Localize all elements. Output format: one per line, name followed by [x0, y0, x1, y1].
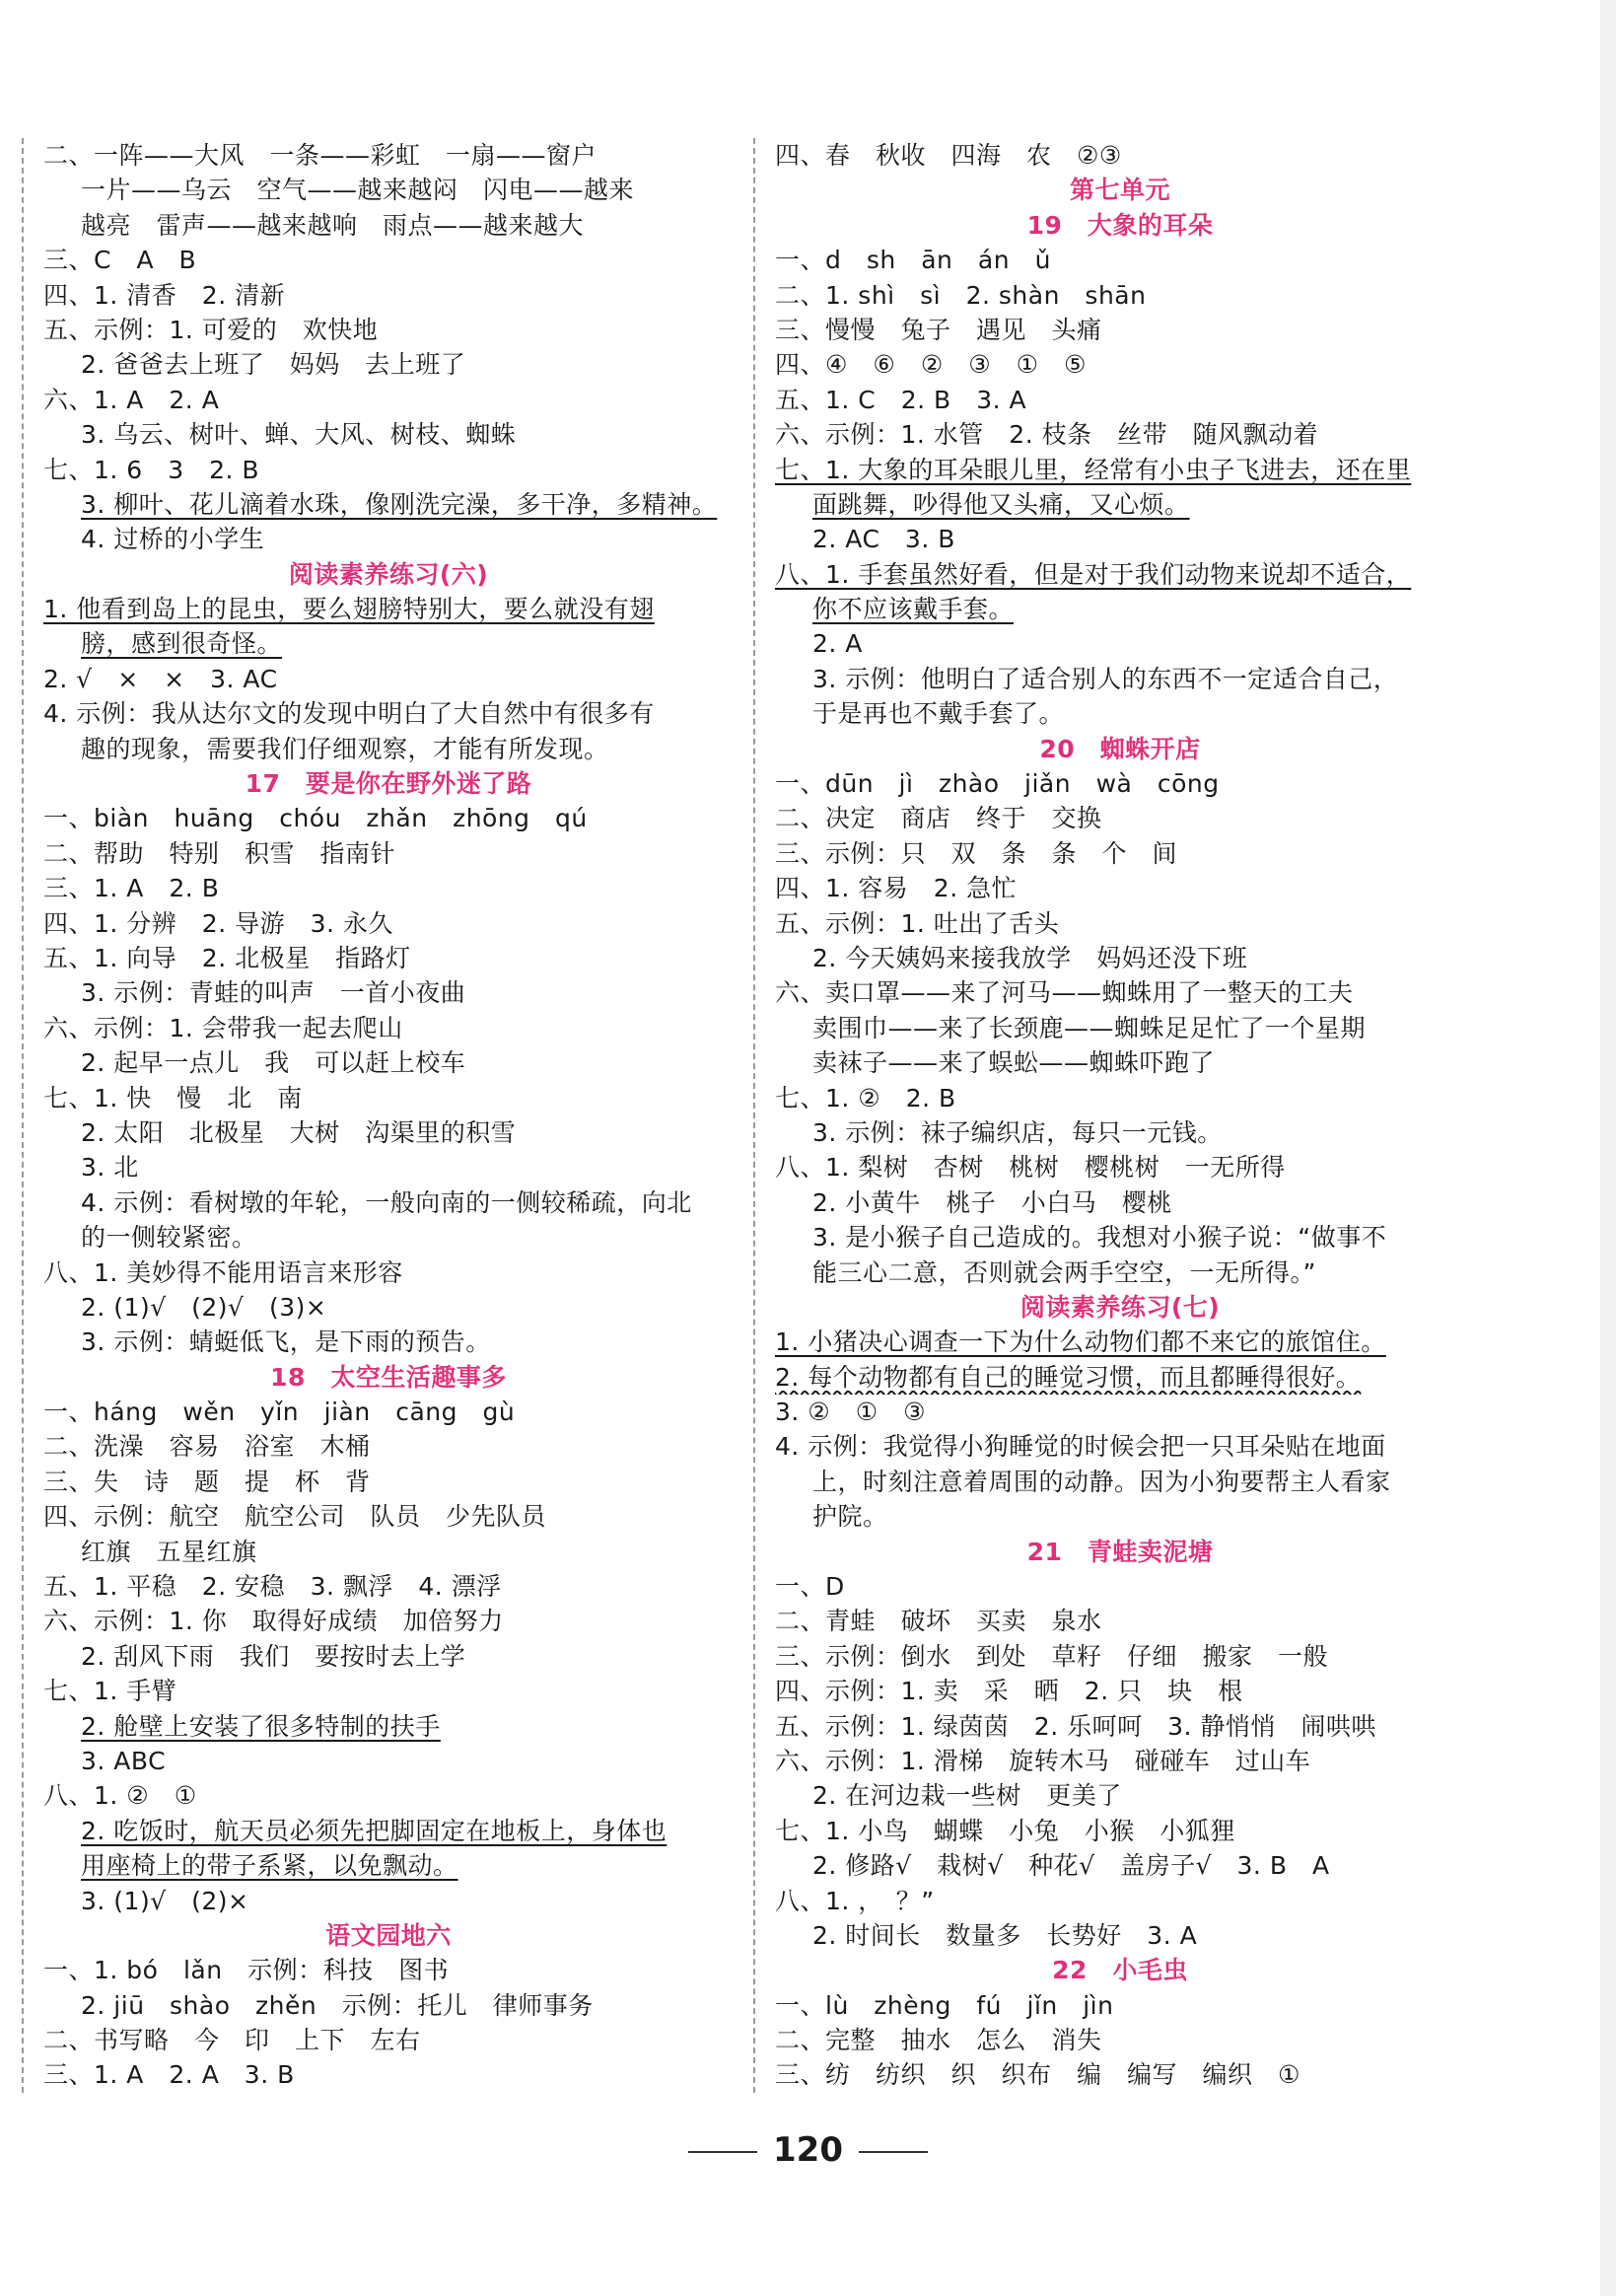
answer-line — [775, 347, 1465, 382]
answer-text: 3. 示例：青蛙的叫声 一首小夜曲 — [81, 978, 466, 1008]
answer-text: 三、示例：只 双 条 条 个 间 — [775, 838, 1178, 868]
answer-line — [43, 243, 734, 277]
answer-text: 四、1. 清香 2. 清新 — [43, 280, 286, 310]
answer-text: 2. √ × × 3. AC — [43, 664, 278, 693]
answer-text: 2. jiū shào zhěn 示例：托儿 律师事务 — [81, 1990, 594, 2020]
answer-text: 六、1. A 2. A — [43, 385, 220, 414]
answer-line — [775, 278, 1465, 313]
answer-text: 五、1. 平稳 2. 安稳 3. 飘浮 4. 漂浮 — [43, 1572, 502, 1602]
answer-text: 卖袜子——来了蜈蚣——蜘蛛吓跑了 — [812, 1048, 1216, 1078]
answer-line — [43, 1185, 734, 1220]
answer-text: 上，时刻注意着周围的动静。因为小狗要帮主人看家 — [812, 1467, 1391, 1496]
answer-text: 七、1. 手臂 — [43, 1677, 177, 1706]
answer-text: 2. 太阳 北极星 大树 沟渠里的积雪 — [81, 1117, 517, 1147]
answer-line — [775, 1674, 1465, 1708]
answer-line — [43, 278, 734, 313]
answer-line — [43, 2023, 734, 2057]
answer-text: 一、1. bó lǎn 示例：科技 图书 — [43, 1956, 450, 1985]
answer-line — [43, 1709, 734, 1744]
answer-text: 七、1. ② 2. B — [775, 1083, 956, 1112]
answer-text: 2. 时间长 数量多 长势好 3. A — [812, 1920, 1198, 1950]
answer-line — [775, 1220, 1465, 1255]
answer-text: 六、示例：1. 会带我一起去爬山 — [43, 1013, 403, 1042]
answer-line — [775, 1360, 1465, 1395]
answer-line — [43, 1499, 734, 1534]
answer-text: 的一侧较紧密。 — [81, 1223, 257, 1253]
answer-line — [43, 1604, 734, 1638]
answer-text: 3. 是小猴子自己造成的。我想对小猴子说：“做事不 — [812, 1223, 1387, 1253]
answer-line — [775, 2057, 1465, 2092]
answer-text: 3. 示例：袜子编织店，每只一元钱。 — [812, 1117, 1223, 1147]
answer-line — [43, 836, 734, 871]
answer-line — [775, 1011, 1465, 1045]
answer-line — [43, 592, 734, 626]
answer-text: 2. (1)√ (2)√ (3)× — [81, 1292, 327, 1322]
answer-line — [43, 1953, 734, 1987]
answer-line — [775, 557, 1465, 592]
answer-text: 于是再也不戴手套了。 — [812, 699, 1065, 729]
answer-text: 2. 爸爸去上班了 妈妈 去上班了 — [81, 350, 466, 380]
answer-text: 四、春 秋收 四海 农 ②③ — [775, 141, 1122, 170]
answer-text: 语文园地六 — [325, 1920, 452, 1950]
answer-line — [775, 1884, 1465, 1918]
answer-line — [775, 1918, 1465, 1953]
answer-line — [43, 208, 734, 243]
answer-text: 四、示例：航空 航空公司 队员 少先队员 — [43, 1502, 547, 1532]
answer-line — [43, 1814, 734, 1848]
answer-line — [43, 1429, 734, 1464]
answer-text: 3. 示例：他明白了适合别人的东西不一定适合自己， — [812, 664, 1399, 693]
section-heading — [775, 208, 1465, 243]
answer-line — [43, 1220, 734, 1255]
answer-line — [775, 138, 1465, 173]
answer-text: 一、lù zhèng fú jǐn jìn — [775, 1990, 1114, 2020]
answer-line — [775, 626, 1465, 661]
answer-line — [775, 662, 1465, 696]
answer-text: 一、dūn jì zhào jiǎn wà cōng — [775, 769, 1220, 799]
answer-text: 二、完整 抽水 怎么 消失 — [775, 2026, 1102, 2055]
answer-line — [43, 1256, 734, 1290]
answer-line — [775, 1744, 1465, 1778]
answer-line — [43, 975, 734, 1010]
answer-line — [43, 1115, 734, 1150]
answer-text: 二、1. shì sì 2. shàn shān — [775, 280, 1147, 310]
answer-text: 五、示例：1. 吐出了舌头 — [775, 908, 1060, 938]
answer-text: 22 小毛虫 — [1052, 1956, 1188, 1985]
answer-line — [43, 662, 734, 696]
answer-line — [775, 1988, 1465, 2023]
answer-line — [775, 522, 1465, 556]
answer-text: 2. 舱壁上安装了很多特制的扶手 — [81, 1711, 441, 1741]
answer-text: 二、洗澡 容易 浴室 木桶 — [43, 1432, 371, 1462]
answer-text: 六、卖口罩——来了河马——蜘蛛用了一整天的工夫 — [775, 978, 1354, 1008]
answer-text: 2. 小黄牛 桃子 小白马 樱桃 — [812, 1187, 1172, 1217]
answer-line — [775, 1256, 1465, 1290]
answer-line — [43, 941, 734, 975]
answer-text: 二、决定 商店 终于 交换 — [775, 804, 1102, 833]
answer-text: 七、1. 快 慢 北 南 — [43, 1083, 303, 1112]
section-heading — [775, 173, 1465, 207]
answer-text: 3. ② ① ③ — [775, 1398, 927, 1427]
answer-line — [775, 696, 1465, 731]
answer-text: 4. 示例：我从达尔文的发现中明白了大自然中有很多有 — [43, 699, 655, 729]
answer-line — [775, 1778, 1465, 1813]
answer-line — [43, 1045, 734, 1080]
answer-text: 2. 在河边栽一些树 更美了 — [812, 1781, 1122, 1811]
answer-line — [775, 1045, 1465, 1080]
answer-line — [43, 1848, 734, 1883]
answer-text: 趣的现象，需要我们仔细观察，才能有所发现。 — [81, 734, 609, 763]
answer-line — [43, 453, 734, 487]
answer-text: 卖围巾——来了长颈鹿——蜘蛛足足忙了一个星期 — [812, 1013, 1367, 1042]
answer-text: 18 太空生活趣事多 — [270, 1362, 507, 1392]
answer-line — [775, 243, 1465, 277]
answer-text: 能三心二意，否则就会两手空空，一无所得。” — [812, 1257, 1316, 1287]
answer-line — [43, 1325, 734, 1359]
answer-line — [43, 417, 734, 452]
answer-text: 一、D — [775, 1572, 845, 1602]
answer-text: 六、示例：1. 滑梯 旋转木马 碰碰车 过山车 — [775, 1746, 1311, 1775]
answer-line — [43, 1081, 734, 1115]
answer-text: 20 蜘蛛开店 — [1039, 734, 1201, 763]
right-answer-column — [753, 138, 1465, 2093]
answer-text: 红旗 五星红旗 — [81, 1537, 257, 1566]
answer-text: 2. 每个动物都有自己的睡觉习惯，而且都睡得很好。 — [775, 1362, 1362, 1392]
answer-line — [43, 1535, 734, 1569]
answer-line — [775, 1395, 1465, 1429]
answer-line — [43, 138, 734, 173]
answer-text: 七、1. 大象的耳朵眼儿里，经常有小虫子飞进去，还在里 — [775, 455, 1412, 484]
answer-line — [775, 836, 1465, 871]
answer-line — [775, 1604, 1465, 1638]
page-number — [0, 2130, 1616, 2170]
answer-line — [43, 1884, 734, 1918]
answer-line — [43, 1778, 734, 1813]
answer-text: 阅读素养练习(六) — [288, 559, 489, 589]
answer-text: 阅读素养练习(七) — [1019, 1292, 1221, 1322]
answer-text: 面跳舞，吵得他又头痛，又心烦。 — [812, 489, 1190, 519]
answer-line — [43, 383, 734, 417]
answer-line — [775, 941, 1465, 975]
answer-text: 用座椅上的带子系紧，以免飘动。 — [81, 1851, 458, 1881]
answer-text: 一、biàn huāng chóu zhǎn zhōng qú — [43, 804, 588, 833]
answer-text: 五、示例：1. 可爱的 欢快地 — [43, 315, 379, 344]
page-edge — [1600, 0, 1616, 2296]
answer-text: 17 要是你在野外迷了路 — [245, 769, 532, 799]
answer-line — [775, 975, 1465, 1010]
answer-line — [43, 626, 734, 661]
answer-line — [775, 1499, 1465, 1534]
answer-line — [775, 1569, 1465, 1604]
answer-line — [775, 592, 1465, 626]
answer-text: 三、示例：倒水 到处 草籽 仔细 搬家 一般 — [775, 1641, 1329, 1671]
answer-line — [43, 1569, 734, 1604]
answer-text: 四、④ ⑥ ② ③ ① ⑤ — [775, 350, 1087, 380]
answer-line — [43, 732, 734, 766]
answer-text: 二、一阵——大风 一条——彩虹 一扇——窗户 — [43, 141, 597, 170]
answer-text: 4. 示例：我觉得小狗睡觉的时候会把一只耳朵贴在地面 — [775, 1432, 1386, 1462]
answer-line — [775, 1429, 1465, 1464]
answer-line — [775, 1325, 1465, 1359]
answer-text: 七、1. 6 3 2. B — [43, 455, 260, 484]
answer-line — [775, 1814, 1465, 1848]
answer-text: 3. (1)√ (2)× — [81, 1886, 249, 1915]
answer-text: 三、C A B — [43, 246, 197, 275]
answer-text: 三、慢慢 兔子 遇见 头痛 — [775, 315, 1102, 344]
answer-text: 一片——乌云 空气——越来越闷 闪电——越来 — [81, 176, 635, 205]
page-number-text: 120 — [773, 2130, 843, 2170]
answer-line — [43, 1290, 734, 1325]
answer-text: 2. 起早一点儿 我 可以赶上校车 — [81, 1048, 466, 1078]
answer-line — [43, 1988, 734, 2023]
answer-line — [775, 1185, 1465, 1220]
answer-line — [43, 1639, 734, 1674]
answer-text: 1. 他看到岛上的昆虫，要么翅膀特别大，要么就没有翅 — [43, 595, 655, 624]
answer-line — [43, 487, 734, 522]
answer-text: 三、失 诗 题 提 杯 背 — [43, 1467, 371, 1496]
answer-text: 四、1. 分辨 2. 导游 3. 永久 — [43, 908, 393, 938]
answer-line — [43, 801, 734, 835]
answer-text: 二、书写略 今 印 上下 左右 — [43, 2026, 421, 2055]
section-heading — [43, 557, 734, 592]
answer-line — [43, 871, 734, 905]
answer-text: 护院。 — [812, 1502, 888, 1532]
answer-text: 2. A — [812, 629, 863, 659]
answer-text: 四、1. 容易 2. 急忙 — [775, 874, 1018, 903]
answer-line — [775, 417, 1465, 452]
answer-text: 3. 乌云、树叶、蝉、大风、树枝、蜘蛛 — [81, 420, 517, 450]
answer-line — [775, 871, 1465, 905]
answer-line — [775, 1115, 1465, 1150]
answer-line — [43, 1465, 734, 1499]
answer-line — [775, 1150, 1465, 1184]
answer-line — [43, 696, 734, 731]
answer-text: 4. 示例：看树墩的年轮，一般向南的一侧较稀疏，向北 — [81, 1187, 692, 1217]
answer-text: 你不应该戴手套。 — [812, 595, 1015, 624]
answer-text: 4. 过桥的小学生 — [81, 525, 265, 554]
answer-line — [775, 487, 1465, 522]
answer-line — [43, 1395, 734, 1429]
answer-line — [43, 906, 734, 941]
answer-line — [775, 1709, 1465, 1744]
answer-text: 六、示例：1. 水管 2. 枝条 丝带 随风飘动着 — [775, 420, 1319, 450]
answer-text: 五、1. 向导 2. 北极星 指路灯 — [43, 943, 411, 972]
answer-line — [43, 1011, 734, 1045]
answer-text: 三、1. A 2. A 3. B — [43, 2060, 295, 2090]
answer-text: 五、1. C 2. B 3. A — [775, 385, 1027, 414]
answer-text: 五、示例：1. 绿茵茵 2. 乐呵呵 3. 静悄悄 闹哄哄 — [775, 1711, 1376, 1741]
section-heading — [775, 1535, 1465, 1569]
answer-text: 一、háng wěn yǐn jiàn cāng gù — [43, 1398, 516, 1427]
answer-text: 四、示例：1. 卖 采 晒 2. 只 块 根 — [775, 1677, 1243, 1706]
answer-text: 八、1. 梨树 杏树 桃树 樱桃树 一无所得 — [775, 1153, 1286, 1183]
answer-line — [43, 313, 734, 347]
answer-text: 2. 吃饭时，航天员必须先把脚固定在地板上，身体也 — [81, 1816, 667, 1845]
section-heading — [43, 1918, 734, 1953]
answer-text: 三、纺 纺织 织 织布 编 编写 编织 ① — [775, 2060, 1300, 2090]
section-heading — [43, 766, 734, 801]
answer-text: 八、1. 手套虽然好看，但是对于我们动物来说却不适合， — [775, 559, 1412, 589]
answer-line — [775, 1465, 1465, 1499]
answer-text: 越亮 雷声——越来越响 雨点——越来越大 — [81, 210, 585, 240]
answer-line — [775, 1848, 1465, 1883]
answer-line — [43, 1150, 734, 1184]
answer-text: 3. 北 — [81, 1153, 139, 1183]
answer-text: 3. ABC — [81, 1746, 167, 1775]
answer-line — [775, 2023, 1465, 2057]
answer-line — [43, 2057, 734, 2092]
answer-text: 3. 示例：蜻蜓低飞，是下雨的预告。 — [81, 1327, 491, 1357]
answer-text: 二、帮助 特别 积雪 指南针 — [43, 838, 396, 868]
answer-text: 第七单元 — [1069, 176, 1170, 205]
answer-text: 19 大象的耳朵 — [1026, 210, 1214, 240]
answer-text: 21 青蛙卖泥塘 — [1026, 1537, 1214, 1566]
answer-text: 膀，感到很奇怪。 — [81, 629, 283, 659]
answer-text: 2. 今天姨妈来接我放学 妈妈还没下班 — [812, 943, 1248, 972]
answer-line — [775, 1639, 1465, 1674]
answer-line — [43, 347, 734, 382]
section-heading — [775, 1953, 1465, 1987]
answer-line — [775, 313, 1465, 347]
answer-text: 八、1. ② ① — [43, 1781, 197, 1811]
answer-text: 七、1. 小鸟 蝴蝶 小兔 小猴 小狐狸 — [775, 1816, 1235, 1845]
answer-line — [775, 383, 1465, 417]
answer-line — [775, 1081, 1465, 1115]
answer-line — [43, 1674, 734, 1708]
answer-text: 八、1. 美妙得不能用语言来形容 — [43, 1257, 403, 1287]
answer-text: 2. 修路√ 栽树√ 种花√ 盖房子√ 3. B A — [812, 1851, 1330, 1881]
answer-text: 八、1. ， ？” — [775, 1886, 935, 1915]
section-heading — [43, 1360, 734, 1395]
answer-text: 一、d sh ān án ǔ — [775, 246, 1051, 275]
answer-line — [775, 766, 1465, 801]
answer-text: 2. AC 3. B — [812, 525, 955, 554]
answer-text: 1. 小猪决心调查一下为什么动物们都不来它的旅馆住。 — [775, 1327, 1386, 1357]
answer-line — [43, 1744, 734, 1778]
answer-line — [775, 801, 1465, 835]
answer-text: 三、1. A 2. B — [43, 874, 220, 903]
left-answer-column — [22, 138, 734, 2093]
answer-text: 2. 刮风下雨 我们 要按时去上学 — [81, 1641, 466, 1671]
section-heading — [775, 732, 1465, 766]
section-heading — [775, 1290, 1465, 1325]
answer-text: 3. 柳叶、花儿滴着水珠，像刚洗完澡，多干净，多精神。 — [81, 489, 718, 519]
answer-line — [775, 453, 1465, 487]
answer-text: 六、示例：1. 你 取得好成绩 加倍努力 — [43, 1607, 504, 1636]
answer-line — [43, 173, 734, 207]
answer-line — [775, 906, 1465, 941]
answer-line — [43, 522, 734, 556]
answer-text: 二、青蛙 破坏 买卖 泉水 — [775, 1607, 1102, 1636]
